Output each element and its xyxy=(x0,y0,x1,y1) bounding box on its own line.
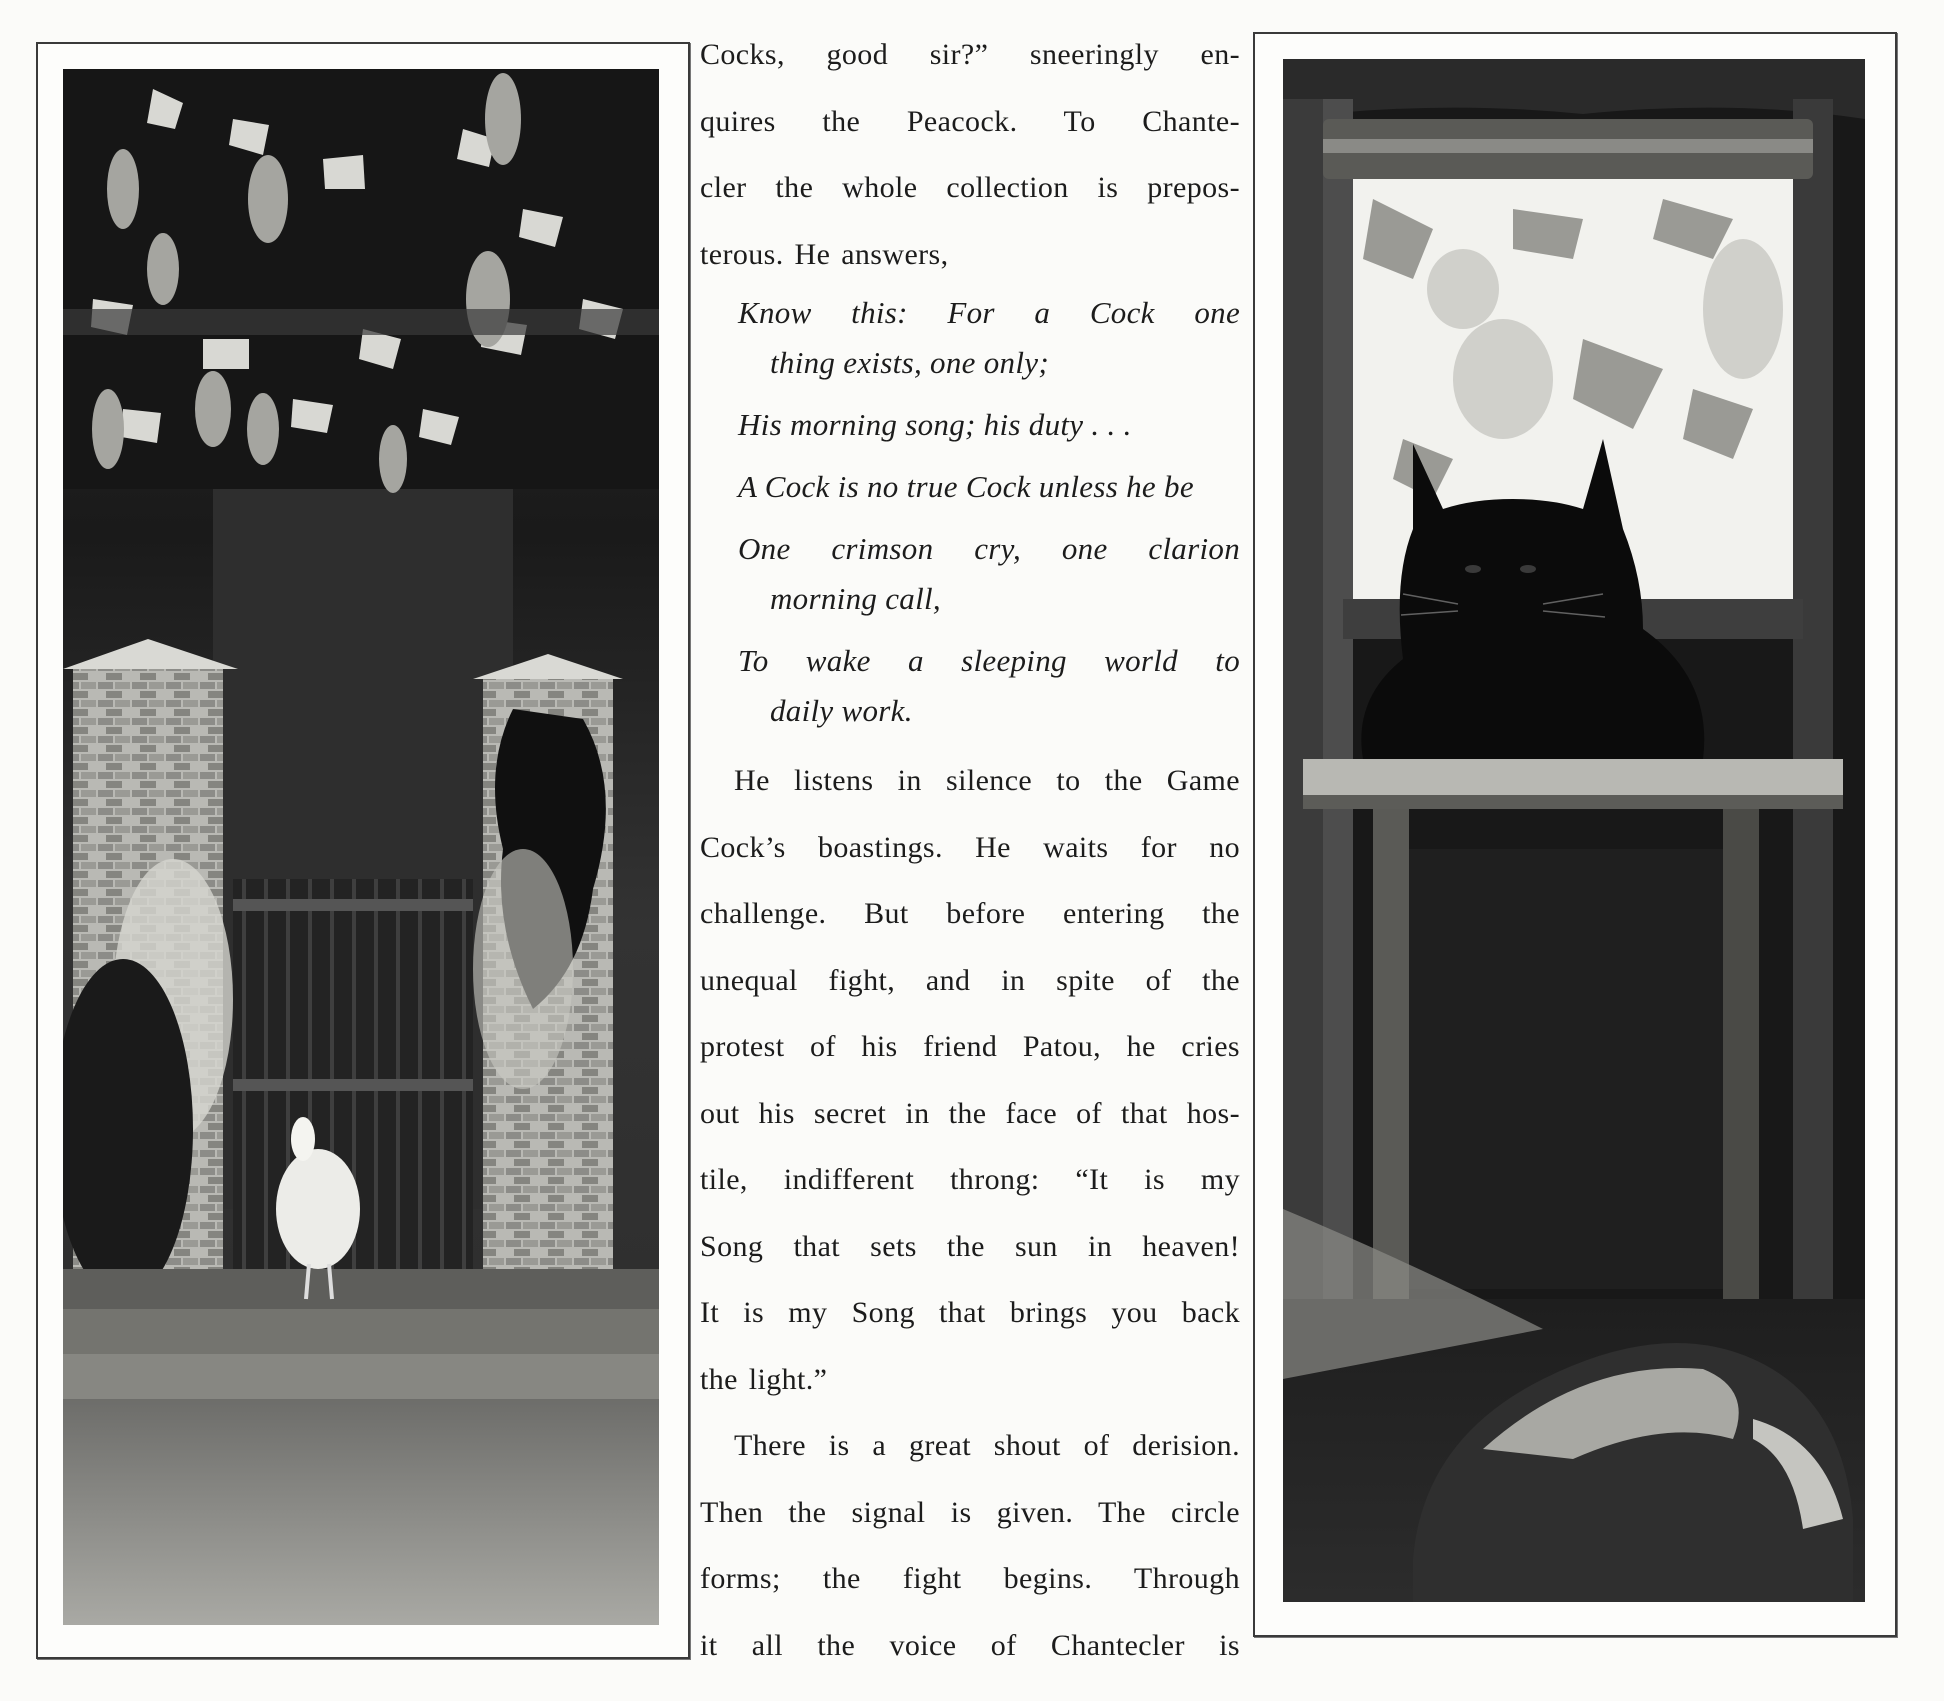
paragraph-3 xyxy=(700,1413,1240,1679)
verse-quotation xyxy=(700,288,1240,736)
text-line: Then the signal is given. The circle xyxy=(700,1495,1240,1529)
cat-on-chair-illustration xyxy=(1283,59,1865,1602)
text-line: challenge. But before entering the xyxy=(700,897,1240,930)
verse-line-continuation: thing exists, one only; xyxy=(770,345,1049,380)
verse-line xyxy=(738,462,1240,512)
text-line: the light.” xyxy=(700,1362,828,1396)
text-line: Song that sets the sun in heaven! xyxy=(700,1229,1240,1263)
verse-line-text: A Cock is no true Cock unless he be xyxy=(738,469,1194,504)
text-column xyxy=(700,22,1240,1679)
verse-line-text: His morning song; his duty . . . xyxy=(738,407,1132,442)
text-line: out his secret in the face of that hos- xyxy=(700,1096,1240,1130)
text-line: protest of his friend Patou, he cries xyxy=(700,1030,1240,1063)
text-line: unequal fight, and in spite of the xyxy=(700,963,1240,997)
text-line: cler the whole collection is prepos- xyxy=(700,171,1240,204)
left-photo-plate xyxy=(36,42,690,1659)
cat-on-chair-photo xyxy=(1283,59,1865,1602)
text-line: it all the voice of Chantecler is xyxy=(700,1628,1240,1662)
right-photo-plate xyxy=(1253,32,1897,1637)
verse-line-continuation: daily work. xyxy=(770,693,913,728)
verse-line xyxy=(738,288,1240,388)
verse-line xyxy=(738,524,1240,624)
text-line: quires the Peacock. To Chante- xyxy=(700,104,1240,138)
garden-gate-photo xyxy=(63,69,659,1625)
text-line: He listens in silence to the Game xyxy=(734,764,1240,797)
text-line: tile, indifferent throng: “It is my xyxy=(700,1163,1240,1196)
text-line: forms; the fight begins. Through xyxy=(700,1562,1240,1595)
verse-line xyxy=(738,636,1240,736)
paragraph-2 xyxy=(700,748,1240,1413)
garden-gate-illustration xyxy=(63,69,659,1625)
verse-line-text: One crimson cry, one clarion xyxy=(738,531,1240,566)
text-line: Cock’s boastings. He waits for no xyxy=(700,830,1240,864)
verse-line-text: To wake a sleeping world to xyxy=(738,643,1240,678)
verse-line xyxy=(738,400,1240,450)
text-line: There is a great shout of derision. xyxy=(734,1429,1240,1462)
text-line: terous. He answers, xyxy=(700,237,949,271)
paragraph-1 xyxy=(700,22,1240,288)
text-line: It is my Song that brings you back xyxy=(700,1296,1240,1329)
verse-line-continuation: morning call, xyxy=(770,581,941,616)
text-line: Cocks, good sir?” sneeringly en- xyxy=(700,38,1240,71)
verse-line-text: Know this: For a Cock one xyxy=(738,295,1240,330)
